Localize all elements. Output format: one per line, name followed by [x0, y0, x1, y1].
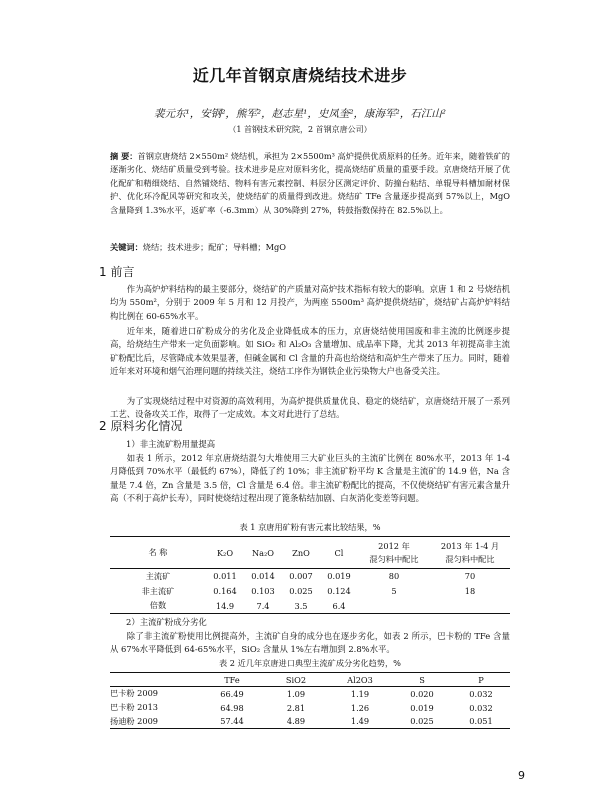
abstract — [110, 150, 510, 217]
table-1-caption: 表 1 京唐用矿粉有害元素比较结果，% — [239, 522, 381, 532]
section-1-paragraph-3: 为了实现烧结过程中对资源的高效利用，为高炉提供质量优良、稳定的烧结矿，京唐烧结开展了一系列工艺、设备攻关工作，取得了一定成效。本文对此进行了总结。 — [110, 396, 510, 420]
table-2-header-row — [110, 673, 510, 687]
paper-title: 近几年首钢京唐烧结技术进步 — [192, 66, 408, 85]
table-1-cell: 0.124 — [327, 586, 351, 596]
table-1-header-cell: 2013 年 1-4 月 混匀料中配比 — [440, 540, 500, 564]
table-1-cell: 70 — [464, 571, 476, 582]
table-1-cell: 主流矿 — [145, 570, 171, 581]
table-1-header-row — [110, 537, 510, 569]
authors: 裴元东¹，安钢²，熊军²，赵志星¹，史凤奎²，康海军²，石江山² — [154, 108, 446, 120]
table-2-cell: 0.025 — [410, 716, 434, 727]
table-2-header-cell: S — [419, 674, 425, 685]
subsection-1-heading: 1）非主流矿粉用量提高 — [126, 439, 216, 449]
table-2-cell: 0.020 — [410, 688, 434, 699]
section-1-heading: 1 前言 — [99, 265, 135, 279]
table-2-header-cell: Al2O3 — [347, 674, 373, 685]
table-2-cell: 2.81 — [286, 702, 306, 713]
table-1-cell: 倍数 — [149, 600, 167, 611]
table-2-cell: 1.49 — [350, 716, 370, 727]
affiliation: （1 首钢技术研究院，2 首钢京唐公司） — [228, 125, 372, 134]
table-2-cell: 1.19 — [350, 688, 370, 699]
table-1-cell — [358, 599, 430, 614]
table-1-cell: 0.164 — [213, 586, 237, 596]
table-1-header-cell: Na₂O — [251, 547, 275, 558]
table-1-cell: 80 — [388, 571, 400, 582]
abstract-text: 首钢京唐烧结 2×550m² 烧结机，承担为 2×5500m³ 高炉提供优质原料的任务。近年来，随着铁矿的逐渐劣化、烧结矿质量受到考验。技术进步是应对原料劣化，提高烧结矿质量的重要手段。京唐烧结开展了优化配矿和精细烧结、自然铺烧结、物料有害元素控制、料层分区测定评价、防撞台粘结、单辊导料槽加耐材保护、优化环冷配风等研究和攻关，使烧结矿的质量得到改进。烧结矿 TFe 含量逐步提高到 57%以上，MgO 含量降到 1.3%水平，返矿率（-6.3mm）从 30%降到 27%，转鼓指数保持在 82.5%以上。 — [110, 151, 510, 215]
table-1-cell: 0.025 — [289, 586, 313, 596]
subsection-2-heading: 2）主流矿粉成分劣化 — [126, 617, 207, 627]
table-1-cell: 5 — [391, 586, 397, 596]
table-2-cell: 0.032 — [469, 688, 493, 699]
table-1-cell: 0.011 — [213, 571, 237, 582]
section-2-paragraph-2: 除了非主流矿粉使用比例提高外，主流矿自身的成分也在逐步劣化，如表 2 所示，巴卡粉的 TFe 含量从 67%水平降低到 64-65%水平，SiO₂ 含量从 1%左右增加到 2.8%水平。 — [110, 631, 510, 655]
table-2-cell: 0.051 — [469, 716, 493, 727]
section-1-paragraph-2: 近年来，随着进口矿粉成分的劣化及企业降低成本的压力，京唐烧结使用国废和非主流的比例逐步提高，给烧结生产带来一定负面影响。如 SiO₂ 和 Al₂O₃ 含量增加、成品率下降，尤其 2013 年初提高非主流矿粉配比后，尽管降成本效果显著，但碱金属和 Cl 含量的升高也给烧结和高炉生产带来了压力。同时，随着近年来对环境和烟气治理问题的持续关注，烧结工序作为钢铁企业污染物大户也备受关注。 — [110, 326, 510, 376]
table-1-cell: 非主流矿 — [141, 585, 175, 596]
table-2-cell: 0.032 — [469, 702, 493, 713]
table-2-header-cell: TFe — [224, 674, 240, 685]
section-1-paragraph-1: 作为高炉炉料结构的最主要部分，烧结矿的产质量对高炉技术指标有较大的影响。京唐 1 和 2 号烧结机均为 550m²，分别于 2009 年 5 月和 12 月投产，为两座 5500m³ 高炉提供烧结矿，烧结矿占高炉炉料结构比例在 60-65%水平。 — [110, 284, 510, 321]
table-1-cell: 18 — [464, 586, 476, 596]
keywords-label: 关键词： — [110, 242, 143, 252]
table-1-cell: 0.014 — [251, 571, 275, 582]
table-2-header-cell — [110, 673, 200, 687]
table-2-cell: 1.09 — [286, 688, 306, 699]
table-1-cell: 14.9 — [215, 600, 235, 611]
keywords-text: 烧结；技术进步；配矿；导料槽；MgO — [142, 242, 286, 252]
abstract-label: 摘 要： — [110, 151, 138, 161]
table-1-header-cell: K₂O — [216, 547, 234, 558]
table-2-header-cell: SiO2 — [285, 674, 307, 685]
table-2-caption: 表 2 近几年京唐进口典型主流矿成分劣化趋势，% — [219, 658, 401, 668]
table-row — [110, 687, 510, 701]
table-1-header-cell: 名 称 — [148, 547, 168, 557]
page-number: 9 — [518, 769, 525, 782]
section-2-paragraph-1: 如表 1 所示，2012 年京唐烧结混匀大堆使用三大矿业巨头的主流矿比例在 80%水平，2013 年 1-4 月降低到 70%水平（最低约 67%），降低了约 10%；非主流矿粉平均 K 含量是主流矿的 14.9 倍，Na 含量是 7.4 倍，Zn 含量是 3.5 倍，Cl 含量是 6.4 倍。非主流矿粉配比的提高，不仅使烧结矿有害元素含量升高（不利于高炉长寿），同时使烧结过程出现了篦条粘结加剧、白灰消化变差等问题。 — [110, 453, 510, 503]
keywords — [110, 242, 510, 253]
table-2-cell: 1.26 — [350, 702, 370, 713]
table-1-cell: 6.4 — [332, 600, 346, 611]
table-1-cell: 0.019 — [327, 571, 351, 582]
table-1-cell: 0.103 — [251, 586, 275, 596]
table-2-cell: 4.89 — [286, 716, 306, 727]
table-2-cell: 巴卡粉 2013 — [110, 702, 159, 712]
table-row — [110, 584, 510, 599]
table-1-header-cell: Cl — [334, 547, 344, 558]
table-2-cell: 57.44 — [220, 716, 244, 727]
table-1-cell: 0.007 — [289, 571, 313, 582]
table-row — [110, 715, 510, 729]
table-1-cell: 3.5 — [294, 600, 308, 611]
table-1-header-cell: 2012 年 混匀料中配比 — [369, 540, 419, 564]
table-2-cell: 66.49 — [220, 688, 244, 699]
table-1-header-cell: ZnO — [292, 547, 310, 558]
table-2-cell: 扬迪粉 2009 — [110, 715, 159, 726]
table-1 — [110, 536, 510, 614]
table-2-header-cell: P — [478, 674, 484, 685]
table-1-cell — [430, 599, 510, 614]
table-2-cell: 64.98 — [220, 702, 244, 713]
table-2-cell: 0.019 — [410, 702, 434, 713]
table-row — [110, 569, 510, 584]
table-1-cell: 7.4 — [256, 600, 270, 611]
table-2 — [110, 672, 510, 729]
table-2-cell: 巴卡粉 2009 — [110, 688, 159, 699]
section-2-heading: 2 原料劣化情况 — [99, 419, 183, 433]
table-row — [110, 599, 510, 614]
table-row — [110, 701, 510, 715]
